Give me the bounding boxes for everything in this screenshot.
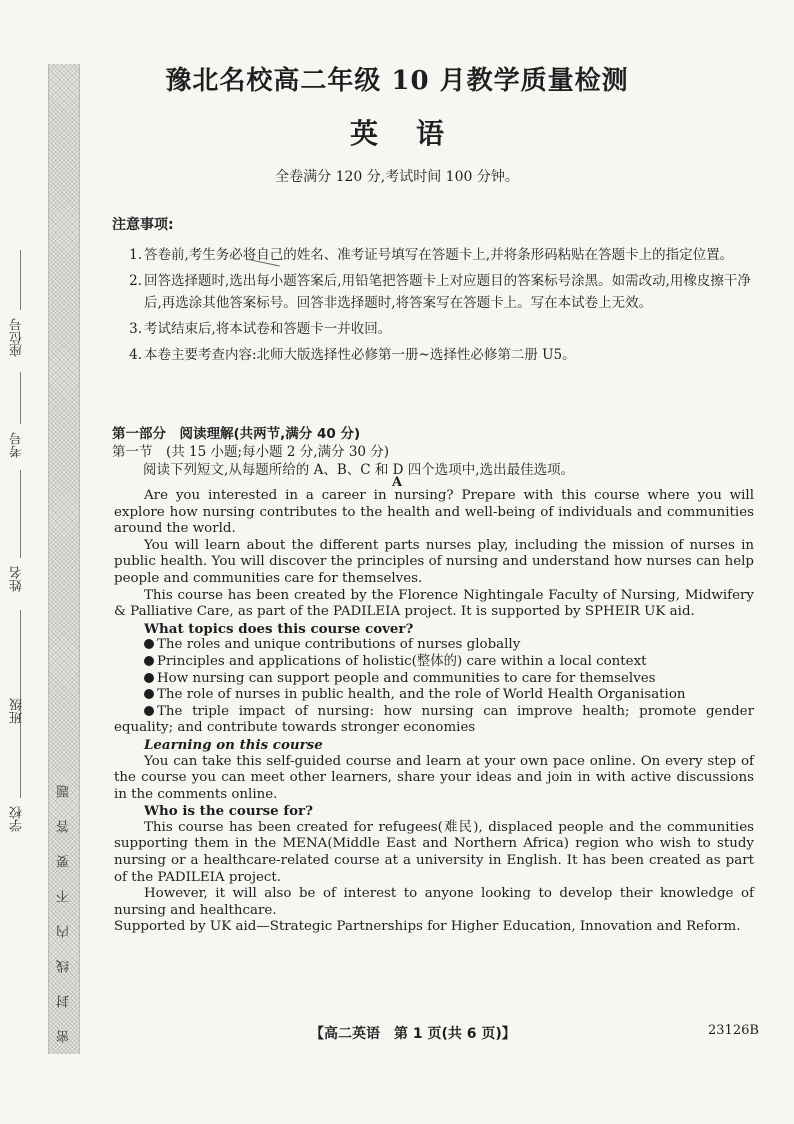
seat-number-field-line	[20, 250, 21, 310]
class-field-line	[20, 610, 21, 690]
notice-title: 注意事项:	[112, 217, 174, 233]
bullet-icon	[144, 673, 154, 683]
bullet-icon	[144, 689, 154, 699]
subject-title: 英语	[349, 117, 482, 150]
bullet-icon	[144, 656, 154, 666]
exam-info: 全卷满分 120 分,考试时间 100 分钟。	[275, 169, 519, 185]
notice-number: 2.	[129, 273, 142, 289]
binding-strip	[48, 64, 80, 1054]
passage-letter: A	[391, 475, 403, 490]
notice-number: 3.	[129, 321, 142, 337]
seal-char: 密	[56, 1030, 72, 1043]
seal-char: 答	[56, 820, 72, 833]
passage-paragraph: This course has been created for refugees(难民), displaced people and the communities supporting them in the MENA(Middle East and Northern Africa) region who wish to study nursing or a healthcare-related course at a university in English. It has been created as part of the PADILEIA project.	[114, 819, 754, 885]
learning-heading: Learning on this course	[144, 736, 323, 753]
notice-item	[112, 244, 752, 266]
seal-line-text	[49, 64, 79, 1054]
seal-char: 题	[56, 785, 72, 798]
who-heading: Who is the course for?	[144, 803, 313, 820]
notice-section	[112, 214, 752, 370]
topic-item: The role of nurses in public health, and the role of World Health Organisation	[114, 687, 754, 704]
seal-char: 不	[56, 890, 72, 903]
school-field-label: 学校	[10, 806, 25, 832]
passage-paragraph: Supported by UK aid—Strategic Partnerships for Higher Education, Innovation and Reform.	[114, 919, 741, 935]
reading-instruction: 阅读下列短文,从每题所给的 A、B、C 和 D 四个选项中,选出最佳选项。	[143, 462, 575, 478]
topic-item: The roles and unique contributions of nurses globally	[114, 637, 754, 654]
class-field-label: 班级	[10, 698, 25, 724]
notice-text: 回答选择题时,选出每小题答案后,用铅笔把答题卡上对应题目的答案标号涂黑。如需改动,用橡皮擦干净后,再选涂其他答案标号。回答非选择题时,将答案写在答题卡上。写在本试卷上无效。	[144, 273, 751, 311]
topic-item: How nursing can support people and communities to care for themselves	[114, 671, 754, 688]
passage-paragraph: This course has been created by the Florence Nightingale Faculty of Nursing, Midwifery & Palliative Care, as part of the PADILEIA project. It is supported by SPHEIR UK aid.	[114, 587, 754, 620]
seal-char: 内	[56, 925, 72, 938]
seal-char: 线	[56, 960, 72, 973]
passage-paragraph: You will learn about the different parts nurses play, including the mission of nurses in public health. You will discover the principles of nursing and understand how nurses can help people and communities care for themselves.	[114, 537, 754, 586]
seat-number-field-label: 座位号	[10, 318, 25, 357]
reading-passage	[114, 488, 754, 936]
notice-item	[112, 270, 752, 314]
bullet-icon	[144, 706, 154, 716]
part-one-heading: 第一部分 阅读理解(共两节,满分 40 分)	[112, 426, 361, 442]
seal-char: 要	[56, 855, 72, 868]
bullet-icon	[144, 639, 154, 649]
notice-text: 本卷主要考查内容:北师大版选择性必修第一册~选择性必修第二册 U5。	[144, 347, 576, 363]
passage-paragraph: Are you interested in a career in nursing? Prepare with this course where you will explore how nursing contributes to the health and well-being of individuals and communities around the world.	[114, 488, 754, 537]
exam-title: 豫北名校高二年级 10 月教学质量检测	[165, 66, 629, 96]
exam-number-field-label: 考号	[10, 432, 25, 458]
exam-number-field-line	[20, 372, 21, 424]
topic-item: Principles and applications of holistic(整体的) care within a local context	[114, 654, 754, 671]
notice-text: 考试结束后,将本试卷和答题卡一并收回。	[144, 321, 392, 337]
page-label: 【高二英语 第 1 页(共 6 页)】	[310, 1026, 516, 1042]
notice-item	[112, 344, 752, 366]
notice-item	[112, 318, 752, 340]
topic-item: The triple impact of nursing: how nursing can improve health; promote gender equality; and contribute towards stronger economies	[114, 703, 754, 736]
passage-paragraph: You can take this self-guided course and learn at your own pace online. On every step of the course you can meet other learners, share your ideas and join in with active discussions in the comments online.	[114, 753, 754, 802]
notice-number: 4.	[129, 347, 142, 363]
passage-paragraph: However, it will also be of interest to anyone looking to develop their knowledge of nursing and healthcare.	[114, 886, 754, 918]
notice-number: 1.	[129, 247, 142, 263]
paper-code: 23126B	[708, 1023, 759, 1038]
section-one-heading: 第一节 (共 15 小题;每小题 2 分,满分 30 分)	[112, 444, 390, 460]
seal-char: 封	[56, 995, 72, 1008]
topics-heading: What topics does this course cover?	[144, 620, 414, 637]
notice-text: 答卷前,考生务必将自己的姓名、准考证号填写在答题卡上,并将条形码粘贴在答题卡上的指定位置。	[144, 247, 734, 263]
name-field-label: 姓名	[10, 566, 25, 592]
